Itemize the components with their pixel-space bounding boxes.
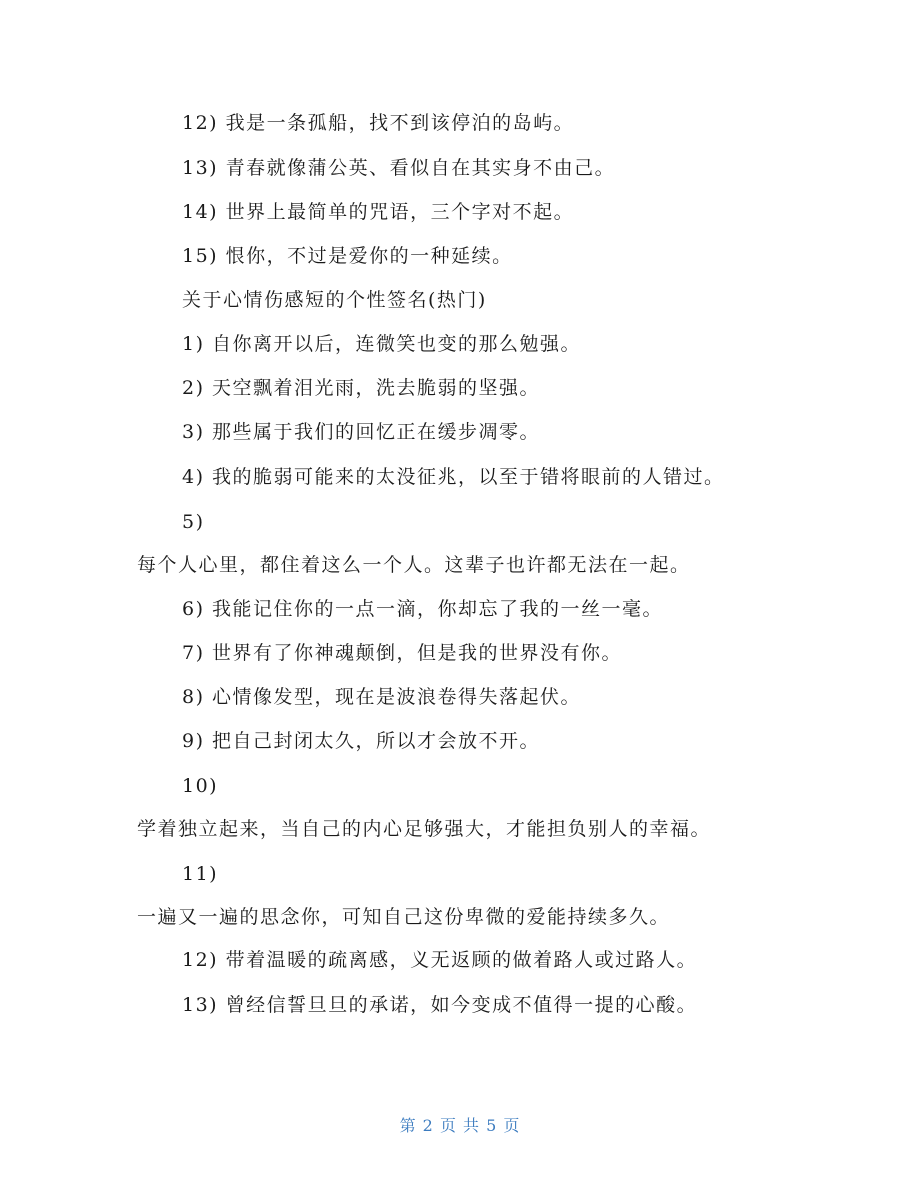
text-line-9: 4) 我的脆弱可能来的太没征兆，以至于错将眼前的人错过。 [182,466,725,488]
section-heading: 关于心情伤感短的个性签名(热门) [182,289,487,311]
text-line-1: 12) 我是一条孤船，找不到该停泊的岛屿。 [182,112,575,134]
text-line-6: 1) 自你离开以后，连微笑也变的那么勉强。 [182,333,582,355]
text-line-10: 5) [182,511,205,533]
text-line-7: 2) 天空飘着泪光雨，洗去脆弱的坚强。 [182,377,541,399]
text-line-13: 7) 世界有了你神魂颠倒，但是我的世界没有你。 [182,642,623,664]
text-line-4: 15) 恨你，不过是爱你的一种延续。 [182,245,513,267]
text-line-15: 9) 把自己封闭太久，所以才会放不开。 [182,730,541,752]
text-line-2: 13) 青春就像蒲公英、看似自在其实身不由己。 [182,157,616,179]
text-line-18: 11) [182,863,219,885]
page-number-footer: 第 2 页 共 5 页 [399,1116,521,1135]
text-line-16: 10) [182,775,219,797]
text-line-12: 6) 我能记住你的一点一滴，你却忘了我的一丝一毫。 [182,598,664,620]
text-line-19: 一遍又一遍的思念你，可知自己这份卑微的爱能持续多久。 [137,906,671,928]
text-line-14: 8) 心情像发型，现在是波浪卷得失落起伏。 [182,686,582,708]
text-line-11: 每个人心里，都住着这么一个人。这辈子也许都无法在一起。 [137,554,691,576]
text-line-17: 学着独立起来，当自己的内心足够强大，才能担负别人的幸福。 [137,818,712,840]
text-line-8: 3) 那些属于我们的回忆正在缓步凋零。 [182,421,541,443]
text-line-21: 13) 曾经信誓旦旦的承诺，如今变成不值得一提的心酸。 [182,994,698,1016]
text-line-3: 14) 世界上最简单的咒语，三个字对不起。 [182,201,575,223]
text-line-20: 12) 带着温暖的疏离感，义无返顾的做着路人或过路人。 [182,949,698,971]
